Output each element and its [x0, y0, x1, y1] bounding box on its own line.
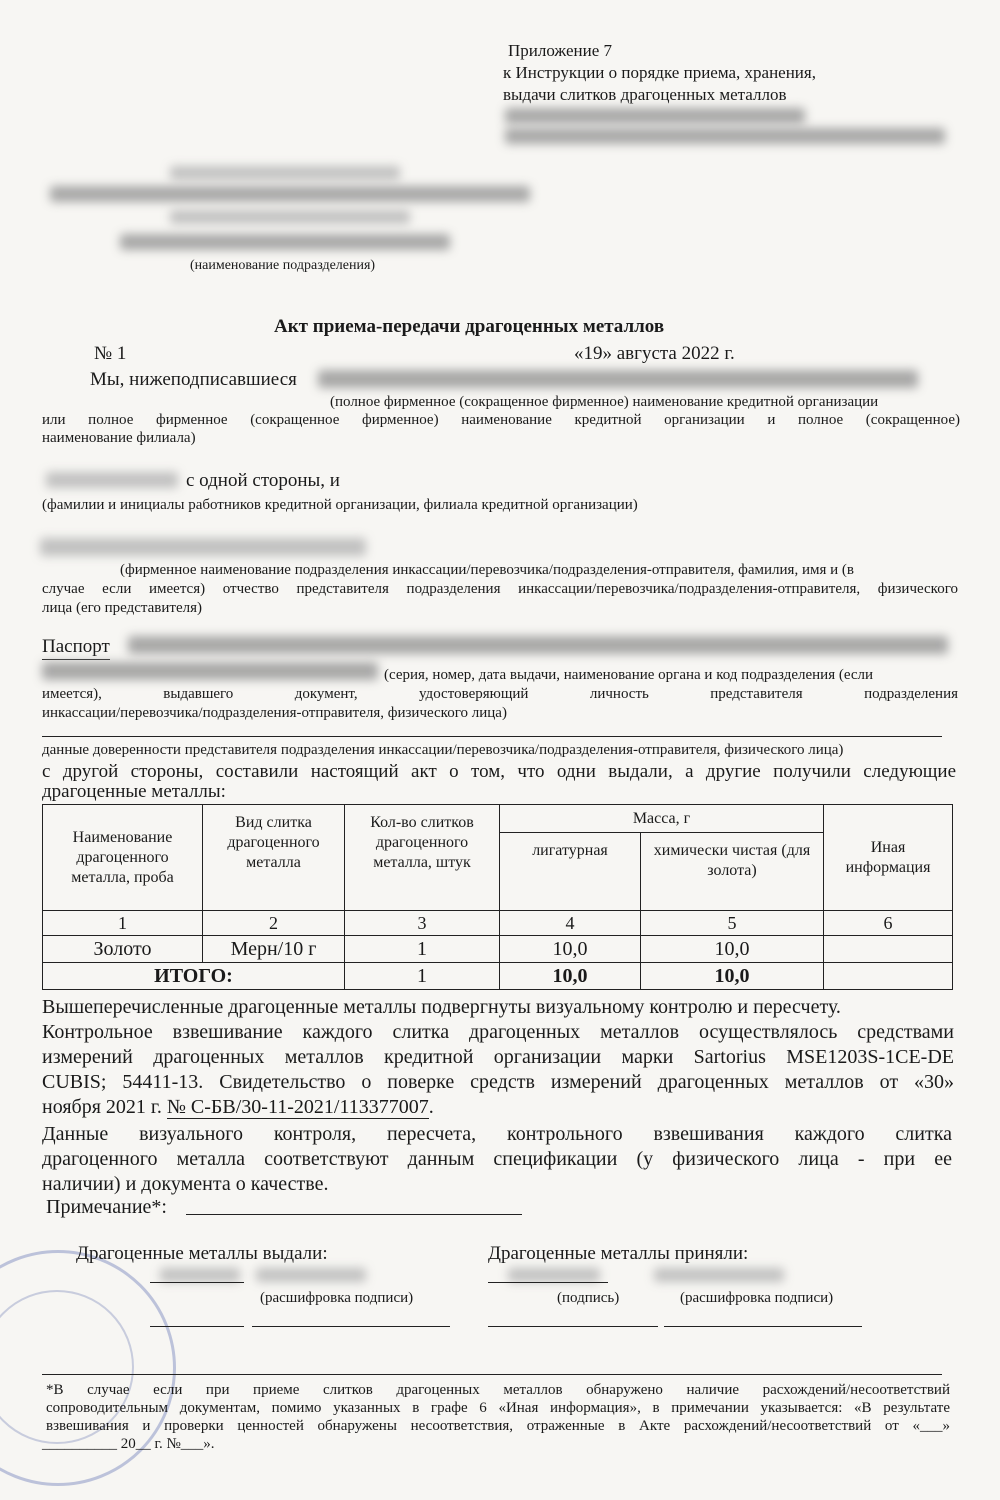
act-title: Акт приема-передачи драгоценных металлов — [274, 316, 665, 337]
paragraph-conformity-3: наличии) и документа о качестве. — [42, 1173, 329, 1195]
paragraph-visual-control: Вышеперечисленные драгоценные металлы подвергнуты визуальному контролю и пересчету. — [42, 996, 841, 1018]
other-side-text-1: с другой стороны, составили настоящий акт о том, что одни выдали, а другие получили следующие — [42, 761, 956, 782]
appendix-line-3: выдачи слитков драгоценных металлов — [503, 85, 787, 104]
issued-by-label: Драгоценные металлы выдали: — [76, 1243, 328, 1264]
issuer-decoding-caption: (расшифровка подписи) — [260, 1290, 414, 1306]
redacted-organization-name — [318, 370, 918, 388]
receiver-line-2a — [488, 1326, 658, 1327]
redacted-passport-line-2 — [42, 662, 378, 680]
receiver-signature-caption: (подпись) — [557, 1290, 620, 1306]
power-of-attorney-caption: данные доверенности представителя подразделения инкассации/перевозчика/подразделения-отправителя, физического лица) — [42, 742, 844, 758]
footnote-separator — [42, 1374, 942, 1375]
redacted-subdivision-line-2 — [50, 186, 530, 202]
certificate-number: № С-БВ/30-11-2021/113377007 — [166, 1096, 429, 1118]
appendix-number: Приложение 7 — [508, 41, 612, 60]
row-metal-name: Золото — [43, 936, 203, 963]
row-bar-count: 1 — [345, 936, 500, 963]
received-by-label: Драгоценные металлы приняли: — [488, 1243, 749, 1264]
note-line — [186, 1214, 522, 1215]
receiver-decoding-caption: (расшифровка подписи) — [680, 1290, 834, 1306]
row-other-info — [824, 936, 953, 963]
total-count: 1 — [345, 963, 500, 990]
paragraph-conformity-2: драгоценного металла соответствуют данным спецификации (у физического лица - при ее — [42, 1148, 952, 1170]
we-undersigned: Мы, нижеподписавшиеся — [90, 369, 297, 390]
redacted-passport-line-1 — [128, 636, 948, 654]
redacted-carrier-name — [40, 538, 366, 556]
redacted-appendix-line-5 — [505, 128, 945, 144]
receiver-signature-line — [488, 1282, 608, 1283]
paragraph-weighing-4-end: . — [428, 1096, 434, 1118]
footnote-line-3: взвешивания и проверки ценностей обнаружены несоответствия, отраженные в Акте расхождений/несоответствий от «___» — [46, 1418, 950, 1434]
paragraph-conformity-1: Данные визуального контроля, пересчета, контрольного взвешивания каждого слитка — [42, 1123, 952, 1145]
header-ligature-mass: лигатурная — [500, 833, 641, 911]
col-number-1: 1 — [43, 911, 203, 936]
redacted-issuer-signature — [160, 1268, 240, 1282]
other-side-text-2: драгоценные металлы: — [42, 781, 226, 802]
header-mass: Масса, г — [500, 805, 824, 833]
footnote-line-2: сопроводительным документам, помимо указанных в графе 6 «Иная информация», в примечании указывается: «В результате — [46, 1400, 950, 1416]
one-side-text: с одной стороны, и — [186, 470, 340, 491]
total-pure-mass: 10,0 — [641, 963, 824, 990]
employees-caption: (фамилии и инициалы работников кредитной организации, филиала кредитной организации) — [42, 497, 638, 513]
total-other-info — [824, 963, 953, 990]
redacted-receiver-name — [654, 1268, 784, 1282]
subdivision-caption: (наименование подразделения) — [190, 258, 376, 273]
org-caption-3: наименование филиала) — [42, 430, 196, 446]
col-number-4: 4 — [500, 911, 641, 936]
metals-table — [42, 804, 953, 990]
header-metal-name: Наименование драгоценного металла, проба — [43, 805, 203, 911]
power-of-attorney-line — [42, 736, 942, 737]
note-label: Примечание*: — [46, 1196, 167, 1218]
passport-caption-3: инкассации/перевозчика/подразделения-отправителя, физического лица) — [42, 705, 507, 721]
col-number-5: 5 — [641, 911, 824, 936]
receiver-line-2b — [664, 1326, 862, 1327]
org-caption-1: (полное фирменное (сокращенное фирменное) наименование кредитной организации — [330, 394, 879, 410]
header-pure-mass: химически чистая (для золота) — [641, 833, 824, 911]
footnote-line-4: __________ 20__ г. №___». — [42, 1436, 215, 1452]
org-caption-2: или полное фирменное (сокращенное фирменное) наименование кредитной организации и полное (сокращенное) — [42, 412, 960, 428]
table-total-row — [43, 963, 953, 990]
act-number: № 1 — [94, 343, 127, 364]
redacted-subdivision-line-4 — [120, 234, 450, 250]
paragraph-weighing-3: CUBIS; 54411-13. Свидетельство о поверке средств измерений драгоценных металлов от «30» — [42, 1071, 954, 1093]
paragraph-weighing-1: Контрольное взвешивание каждого слитка драгоценных металлов осуществлялось средствами — [42, 1021, 954, 1043]
redacted-receiver-signature — [508, 1268, 600, 1282]
row-pure-mass: 10,0 — [641, 936, 824, 963]
issuer-line-2a — [150, 1326, 244, 1327]
col-number-2: 2 — [203, 911, 345, 936]
col-number-6: 6 — [824, 911, 953, 936]
col-number-3: 3 — [345, 911, 500, 936]
paragraph-weighing-4 — [42, 1095, 434, 1120]
issuer-line-2b — [252, 1326, 450, 1327]
redacted-issuer-name — [256, 1268, 366, 1282]
redacted-subdivision-line-3 — [170, 210, 410, 224]
redacted-subdivision-line-1 — [170, 166, 400, 180]
passport-label: Паспорт — [42, 635, 110, 660]
paragraph-weighing-2: измерений драгоценных металлов кредитной организации марки Sartorius MSE1203S-1CE-DE — [42, 1046, 954, 1068]
total-label: ИТОГО: — [43, 963, 345, 990]
passport-caption-1: (серия, номер, дата выдачи, наименование органа и код подразделения (если — [384, 667, 874, 683]
passport-caption-2: имеется), выдавшего документ, удостоверяющий личность представителя подразделения — [42, 686, 958, 702]
header-bar-count: Кол-во слитков драгоценного металла, штук — [345, 805, 500, 911]
redacted-appendix-line-4 — [505, 108, 805, 124]
paragraph-weighing-4-text: ноября 2021 г. — [42, 1096, 167, 1118]
footnote-line-1: *В случае если при приеме слитков драгоценных металлов обнаружено наличие расхождений/несоответствий — [46, 1382, 950, 1398]
act-date: «19» августа 2022 г. — [574, 343, 735, 364]
redacted-employee-names — [46, 472, 178, 488]
row-bar-kind: Мерн/10 г — [203, 936, 345, 963]
row-ligature-mass: 10,0 — [500, 936, 641, 963]
carrier-caption-3: лица (его представителя) — [42, 600, 203, 616]
header-other-info: Иная информация — [824, 805, 953, 911]
appendix-line-2: к Инструкции о порядке приема, хранения, — [503, 63, 816, 82]
carrier-caption-2: случае если имеется) отчество представителя подразделения инкассации/перевозчика/подразделения-отправителя, физического — [42, 581, 958, 597]
header-bar-kind: Вид слитка драгоценного металла — [203, 805, 345, 911]
issuer-signature-line — [150, 1282, 244, 1283]
carrier-caption-1: (фирменное наименование подразделения инкассации/перевозчика/подразделения-отправителя, фамилия, имя и (в — [120, 562, 854, 578]
table-row — [43, 936, 953, 963]
total-ligature-mass: 10,0 — [500, 963, 641, 990]
